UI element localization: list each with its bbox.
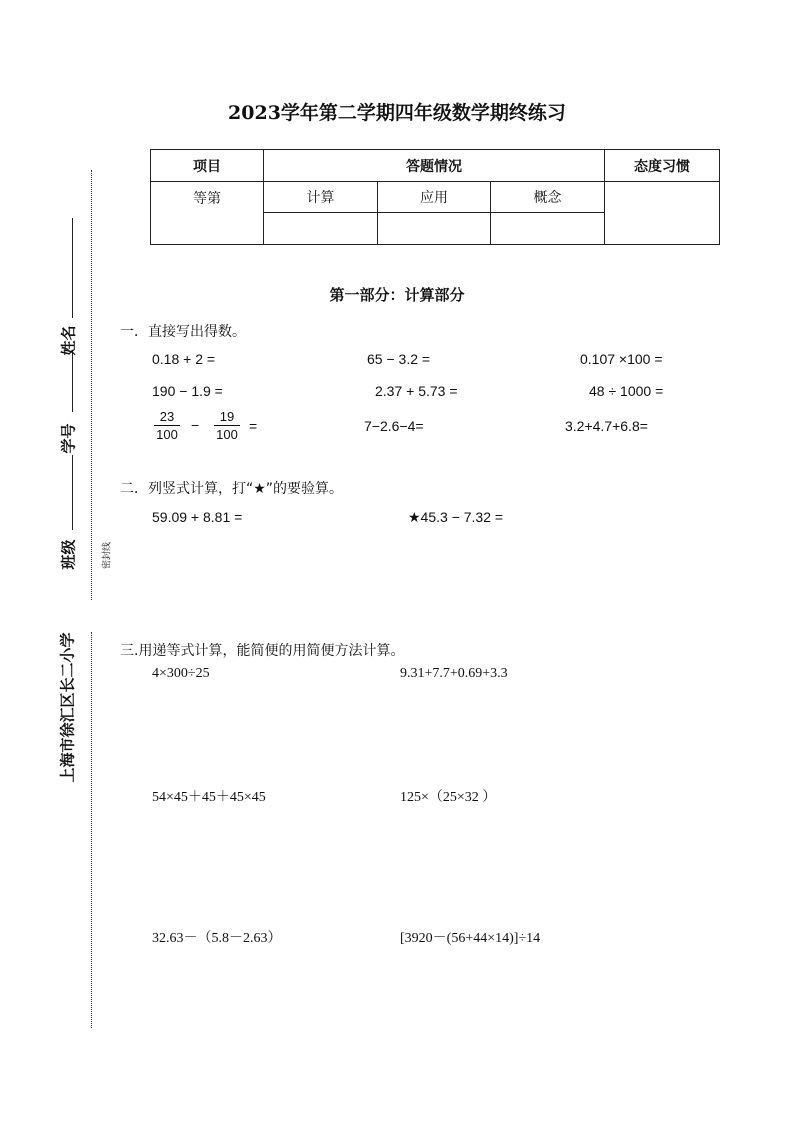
s1-item-6: 48 ÷ 1000 =: [589, 383, 664, 399]
header-attitude: 态度习惯: [605, 150, 720, 182]
school-name: 上海市徐汇区长二小学: [58, 632, 77, 783]
fraction-b-numerator: 19: [214, 409, 240, 426]
s3-item-4: 125×（25×32 ）: [400, 790, 497, 805]
col-calculation: 计算: [264, 182, 378, 213]
s3-item-2: 9.31+7.7+0.69+3.3: [400, 666, 508, 681]
section2-heading: 二．列竖式计算，打“★”的要验算。: [120, 481, 344, 497]
binding-dotted-line-top: [91, 170, 92, 600]
fraction-a-denominator: 100: [156, 427, 178, 442]
s3-item-6: [3920－(56+44×14)]÷14: [400, 931, 541, 946]
score-table: [150, 149, 720, 245]
fraction-a: [154, 409, 180, 442]
s3-item-1: 4×300÷25: [152, 666, 210, 681]
col-application: 应用: [378, 182, 491, 213]
s1-item-4: 190 − 1.9 =: [152, 383, 223, 399]
application-grade-cell: [378, 213, 491, 245]
s1-item-1: 0.18 + 2 =: [152, 351, 216, 367]
s2-item-2: ★45.3 − 7.32 =: [408, 509, 504, 525]
s2-item-1: 59.09 + 8.81 =: [152, 509, 243, 525]
s3-item-3: 54×45＋45＋45×45: [152, 790, 266, 805]
header-answers: 答题情况: [264, 150, 605, 182]
page-title: 2023学年第二学期四年级数学期终练习: [228, 102, 566, 124]
header-item: 项目: [151, 150, 264, 182]
s1-item-3: 0.107 ×100 =: [580, 351, 663, 367]
grade-label: 等第: [151, 182, 264, 245]
s1-item-7: 7−2.6−4=: [364, 418, 424, 434]
class-underline: [72, 455, 73, 530]
class-label: 班级: [59, 539, 78, 570]
fraction-a-numerator: 23: [154, 409, 180, 426]
concept-grade-cell: [491, 213, 605, 245]
s3-item-5: 32.63－（5.8－2.63）: [152, 931, 282, 946]
calculation-grade-cell: [264, 213, 378, 245]
name-label: 姓名: [59, 325, 78, 356]
seal-line-label: 密封线: [102, 542, 113, 570]
section3-heading: 三.用递等式计算，能简便的用简便方法计算。: [120, 643, 405, 659]
part-one-heading: 第一部分：计算部分: [329, 286, 465, 304]
s1-item-8: 3.2+4.7+6.8=: [565, 418, 648, 434]
fraction-equals: =: [249, 418, 258, 434]
binding-dotted-line-bottom: [91, 632, 92, 1028]
section1-heading: 一．直接写出得数。: [120, 324, 246, 340]
number-label: 学号: [59, 423, 78, 454]
attitude-cell: [605, 182, 720, 245]
s1-item-5: 2.37 + 5.73 =: [375, 383, 458, 399]
s1-item-2: 65 − 3.2 =: [367, 351, 431, 367]
fraction-b: [214, 409, 240, 442]
col-concept: 概念: [491, 182, 605, 213]
fraction-minus: −: [191, 417, 200, 433]
fraction-b-denominator: 100: [216, 427, 238, 442]
